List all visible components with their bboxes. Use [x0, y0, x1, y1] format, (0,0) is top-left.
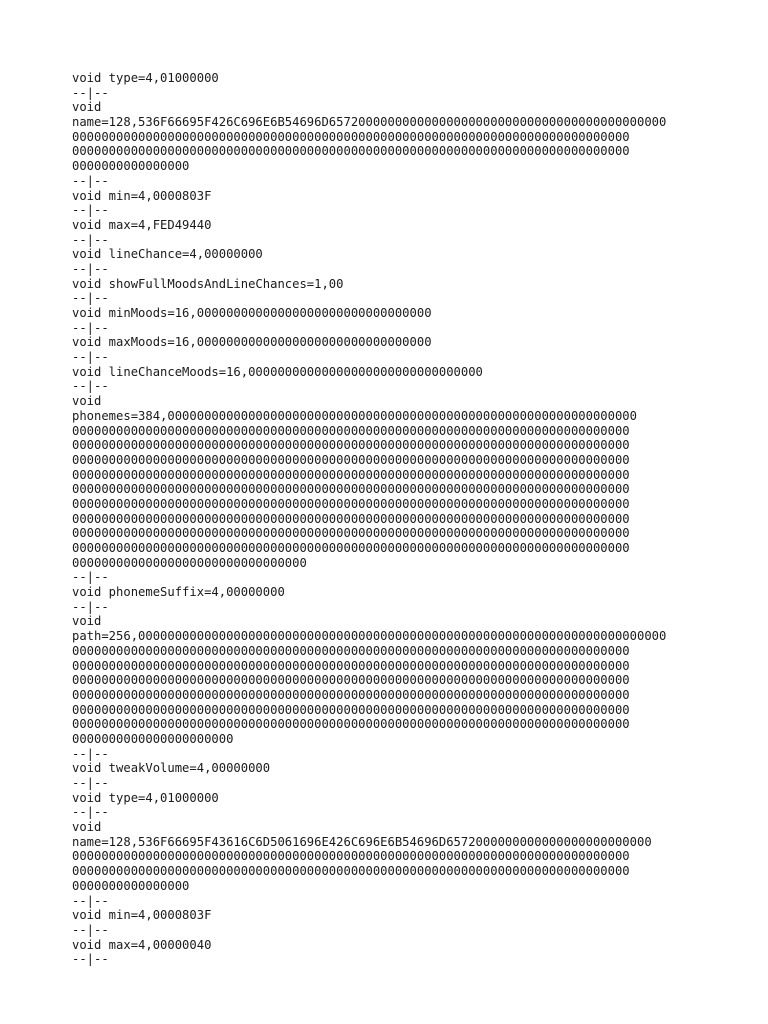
text-line: --|--: [72, 922, 109, 937]
text-line: 0000000000000000000000000000000000000000000000000000000000000000000000000000: [72, 511, 630, 526]
text-line: --|--: [72, 893, 109, 908]
text-line: path=256,000000000000000000000000000000000000000000000000000000000000000000000000: [72, 629, 667, 644]
text-line: 0000000000000000000000000000000000000000000000000000000000000000000000000000: [72, 423, 630, 438]
text-line: 0000000000000000000000000000000000000000000000000000000000000000000000000000: [72, 144, 630, 159]
text-line: 0000000000000000000000000000000000000000000000000000000000000000000000000000: [72, 452, 630, 467]
text-line: void max=4,00000040: [72, 937, 212, 952]
text-line: void min=4,0000803F: [72, 908, 212, 923]
text-line: --|--: [72, 85, 109, 100]
text-line: --|--: [72, 261, 109, 276]
text-line: 0000000000000000000000000000000000000000000000000000000000000000000000000000: [72, 467, 630, 482]
text-line: --|--: [72, 203, 109, 218]
text-line: 0000000000000000000000000000000000000000000000000000000000000000000000000000: [72, 643, 630, 658]
text-line: void: [72, 394, 102, 409]
text-line: --|--: [72, 232, 109, 247]
text-line: void type=4,01000000: [72, 790, 219, 805]
text-line: void maxMoods=16,00000000000000000000000000000000: [72, 335, 432, 350]
text-line: --|--: [72, 379, 109, 394]
text-line: --|--: [72, 173, 109, 188]
text-line: void type=4,01000000: [72, 71, 219, 85]
text-line: 00000000000000000000000000000000: [72, 555, 307, 570]
text-line: --|--: [72, 320, 109, 335]
text-line: --|--: [72, 291, 109, 306]
text-line: 0000000000000000000000000000000000000000000000000000000000000000000000000000: [72, 438, 630, 453]
text-line: void phonemeSuffix=4,00000000: [72, 585, 285, 600]
text-line: void showFullMoodsAndLineChances=1,00: [72, 276, 344, 291]
text-line: --|--: [72, 350, 109, 365]
text-line: 0000000000000000000000000000000000000000000000000000000000000000000000000000: [72, 482, 630, 497]
text-line: phonemes=384,0000000000000000000000000000000000000000000000000000000000000000: [72, 408, 637, 423]
text-line: --|--: [72, 805, 109, 820]
text-line: 0000000000000000000000000000000000000000000000000000000000000000000000000000: [72, 702, 630, 717]
text-line: void min=4,0000803F: [72, 188, 212, 203]
text-line: --|--: [72, 776, 109, 790]
text-line: --|--: [72, 952, 109, 967]
text-line: void minMoods=16,00000000000000000000000000000000: [72, 306, 432, 320]
text-line: void tweakVolume=4,00000000: [72, 761, 271, 776]
text-line: void max=4,FED49440: [72, 217, 212, 232]
text-line: --|--: [72, 746, 109, 761]
text-line: 0000000000000000000000000000000000000000000000000000000000000000000000000000: [72, 526, 630, 541]
text-line: 0000000000000000000000000000000000000000000000000000000000000000000000000000: [72, 541, 630, 555]
text-line: --|--: [72, 570, 109, 585]
text-line: name=128,536F66695F43616C6D5061696E426C696E6B54696D6572000000000000000000000000: [72, 834, 652, 849]
text-line: 0000000000000000000000000000000000000000000000000000000000000000000000000000: [72, 717, 630, 732]
text-line: 0000000000000000: [72, 878, 190, 893]
text-line: 0000000000000000000000000000000000000000000000000000000000000000000000000000: [72, 673, 630, 688]
text-line: 0000000000000000000000000000000000000000000000000000000000000000000000000000: [72, 864, 630, 879]
text-line: 0000000000000000000000000000000000000000000000000000000000000000000000000000: [72, 849, 630, 864]
text-line: 0000000000000000000000000000000000000000000000000000000000000000000000000000: [72, 129, 630, 144]
text-line: name=128,536F66695F426C696E6B54696D6572000000000000000000000000000000000000000000: [72, 115, 667, 130]
text-line: void lineChance=4,00000000: [72, 247, 263, 262]
text-line: 0000000000000000000000000000000000000000000000000000000000000000000000000000: [72, 496, 630, 511]
text-line: 0000000000000000000000000000000000000000000000000000000000000000000000000000: [72, 658, 630, 673]
text-line: void: [72, 100, 102, 115]
text-line: void lineChanceMoods=16,00000000000000000000000000000000: [72, 364, 483, 379]
document-text: [72, 71, 732, 967]
text-line: 0000000000000000: [72, 159, 190, 174]
text-line: void: [72, 820, 102, 835]
text-line: void: [72, 614, 102, 629]
text-line: 0000000000000000000000000000000000000000000000000000000000000000000000000000: [72, 687, 630, 702]
text-line: 0000000000000000000000: [72, 731, 234, 746]
text-line: --|--: [72, 599, 109, 614]
